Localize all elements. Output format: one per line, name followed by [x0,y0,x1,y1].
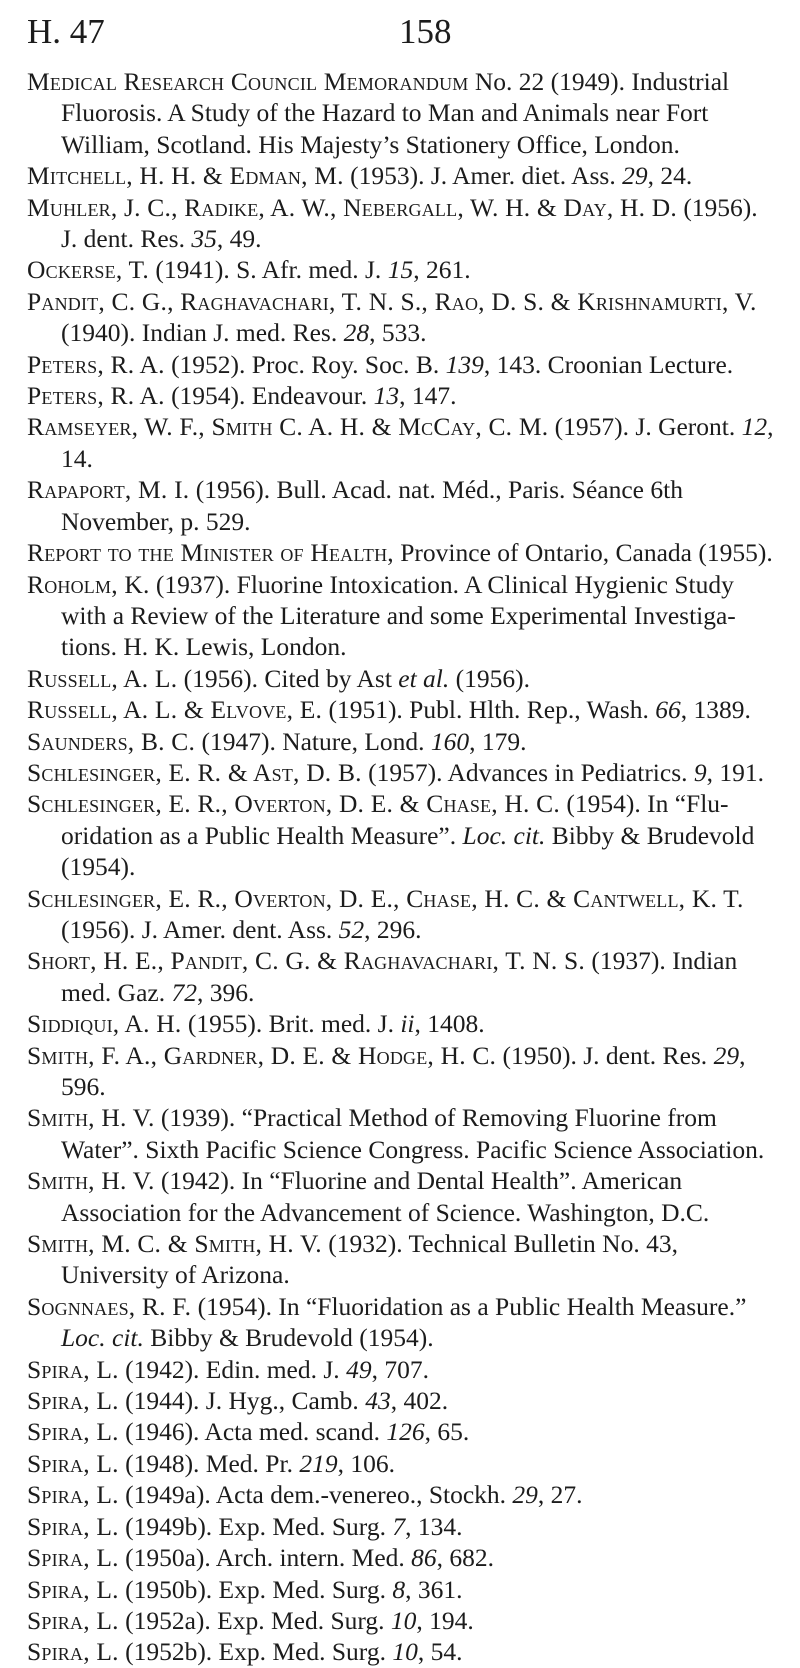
reference-pages: , 54. [417,1637,463,1667]
reference-pages: , 396. [196,977,255,1007]
reference-volume: 29 [713,1040,740,1070]
reference-citation: (1932). Technical Bulletin No. 43, University of Arizona. [61,1229,678,1290]
reference-authors: Schlesinger, E. R., Overton, D. E. & Chase, H. C. [27,789,560,819]
reference-pages: , 147. [399,381,457,411]
reference-volume: 139 [445,349,484,379]
reference-authors: Ramseyer, W. F., Smith C. A. H. & McCay, C. M. [27,412,549,442]
reference-volume: 35 [191,224,217,254]
reference-pages: , 707. [371,1354,429,1384]
reference-authors: Spira, L. [27,1637,119,1667]
reference-volume: 8 [392,1574,406,1604]
reference-citation: (1956). Bull. Acad. nat. Méd., Paris. Séance 6th November, p. 529. [61,475,683,536]
reference-citation: (1956). J. dent. Res. [61,192,758,254]
reference-volume: 13 [373,381,400,411]
reference-pages: (1956). [449,663,531,693]
reference-entry [27,1605,777,1636]
reference-pages: , 134. [405,1511,463,1541]
reference-entry [27,1165,777,1228]
reference-authors: Schlesinger, E. R., Overton, D. E., Chase, H. C. & Cantwell, K. T. [27,883,744,913]
reference-entry [27,569,777,663]
reference-citation: (1949b). Exp. Med. Surg. [118,1511,393,1541]
reference-volume: 219 [299,1448,338,1478]
reference-pages: , 65. [424,1417,470,1447]
reference-volume: 7 [392,1511,406,1541]
reference-entry [27,1636,777,1667]
reference-citation: (1947). Nature, Lond. [195,726,431,756]
reference-volume: 9 [693,757,707,787]
reference-authors: Spira, L. [27,1417,119,1447]
reference-authors: Medical Research Council Memorandum [27,67,469,96]
reference-entry [27,726,777,757]
reference-entry [27,883,777,946]
reference-citation: (1950b). Exp. Med. Surg. [118,1574,393,1604]
reference-authors: Mitchell, H. H. & Edman, M. [27,161,344,191]
reference-entry [27,66,777,160]
reference-authors: Sognnaes, R. F. [27,1291,192,1321]
reference-pages: Bibby & Brudevold (1954). [143,1323,434,1353]
reference-citation: (1942). In “Fluorine and Dental Health”. American Association for the Advancement of Science. Washington, D.C. [61,1166,710,1227]
reference-pages: , 27. [537,1480,583,1510]
reference-pages: , 191. [706,757,765,787]
reference-entry [27,1354,777,1385]
reference-volume: 86 [411,1543,437,1573]
reference-citation: (1956). Cited by Ast [177,663,399,693]
reference-authors: Spira, L. [27,1605,119,1635]
reference-entry [27,757,777,788]
reference-pages: , 402. [390,1386,449,1416]
reference-pages: , 49. [216,224,262,254]
reference-authors: Muhler, J. C., Radike, A. W., Nebergall, W. H. & Day, H. D. [27,192,677,222]
reference-volume: 12 [741,412,768,442]
reference-authors: Smith, H. V. [27,1103,155,1133]
reference-pages: , 533. [369,318,427,348]
reference-volume: 29 [622,161,648,191]
reference-citation: (1957). J. Geront. [548,412,742,442]
reference-authors: Spira, L. [27,1354,119,1384]
reference-authors: Saunders, B. C. [27,726,196,756]
reference-authors: Spira, L. [27,1511,119,1541]
reference-volume: 10 [392,1637,418,1667]
reference-citation: Province of Ontario, Canada (1955). [393,538,773,568]
reference-authors: Peters, R. A. [27,381,165,411]
reference-entry [27,286,777,349]
reference-authors: Spira, L. [27,1480,119,1510]
reference-citation: (1949a). Acta dem.-venereo., Stockh. [118,1480,513,1510]
reference-citation: (1950a). Arch. intern. Med. [118,1543,412,1573]
reference-entry [27,474,777,537]
reference-authors: Ockerse, T. [27,255,149,285]
reference-entry [27,1416,777,1447]
reference-entry [27,663,777,694]
reference-pages: , 194. [416,1605,474,1635]
reference-entry [27,1448,777,1479]
reference-list [27,66,777,1668]
reference-citation: (1952a). Exp. Med. Surg. [118,1605,391,1635]
reference-entry [27,1040,777,1103]
reference-citation: (1937). Fluorine Intoxication. A Clinical Hygienic Study with a Review of the Literature and some Experimental Investiga-tions. H. K. Lewis, London. [61,569,736,662]
reference-authors: Peters, R. A. [27,349,165,379]
page-number: 158 [399,12,452,51]
reference-authors: Spira, L. [27,1448,119,1478]
reference-entry [27,1385,777,1416]
reference-authors: Schlesinger, E. R. & Ast, D. B. [27,757,362,787]
reference-entry [27,1574,777,1605]
reference-entry [27,788,777,882]
reference-citation: (1939). “Practical Method of Removing Fluorine from Water”. Sixth Pacific Science Congress. Pacific Science Association. [61,1103,765,1164]
reference-citation: (1953). J. Amer. diet. Ass. [343,161,623,191]
reference-volume: 49 [346,1354,372,1384]
reference-pages: , 106. [337,1448,395,1478]
reference-citation: (1955). Brit. med. J. [181,1009,401,1039]
reference-pages: , 596. [61,1040,746,1101]
reference-authors: Spira, L. [27,1386,119,1416]
reference-volume: 29 [512,1480,538,1510]
reference-volume: et al. [398,663,450,693]
reference-citation: (1948). Med. Pr. [118,1448,300,1478]
reference-volume: 28 [343,318,370,348]
running-header [27,12,773,56]
reference-citation: (1944). J. Hyg., Camb. [118,1386,366,1416]
reference-entry [27,694,777,725]
reference-citation: (1954). In “Fluoridation as a Public Health Measure.” [191,1291,747,1321]
reference-entry [27,1008,777,1039]
reference-entry [27,1228,777,1291]
reference-citation: (1954). Endeavour. [164,381,374,411]
reference-authors: Russell, A. L. [27,663,178,693]
reference-entry [27,1291,777,1354]
reference-authors: Short, H. E., Pandit, C. G. & Raghavachari, T. N. S. [27,946,585,976]
reference-volume: 10 [390,1605,417,1635]
reference-citation: (1956). J. Amer. dent. Ass. [61,914,339,944]
reference-entry [27,1511,777,1542]
reference-volume: ii [400,1009,415,1039]
reference-pages: , 14. [61,412,774,473]
reference-citation: (1957). Advances in Pediatrics. [361,757,694,787]
reference-entry [27,160,777,191]
reference-entry [27,537,777,568]
reference-entry [27,945,777,1008]
reference-pages: , 296. [364,914,422,944]
reference-entry [27,192,777,255]
reference-pages: , 143. Croonian Lecture. [483,349,734,379]
reference-authors: Spira, L. [27,1574,119,1604]
reference-entry [27,1102,777,1165]
reference-volume: 66 [655,695,681,725]
reference-entry [27,411,777,474]
reference-citation: (1950). J. dent. Res. [496,1040,714,1070]
reference-citation: (1946). Acta med. scand. [118,1417,387,1447]
reference-authors: Smith, M. C. & Smith, H. V. [27,1229,322,1259]
reference-authors: Rapaport, M. I. [27,475,190,505]
reference-volume: Loc. cit. [61,1323,144,1353]
reference-pages: Bibby & Brudevold (1954). [61,820,755,882]
reference-pages: , 24. [647,161,693,191]
reference-authors: Report to the Minister of Health, [27,538,394,568]
reference-citation: No. 22 (1949). Industrial Fluorosis. A Study of the Hazard to Man and Animals near Fort William, Scotland. His Majesty’s Stationery Office, London. [61,67,730,159]
reference-citation: (1954). In “Flu-oridation as a Public Health Measure”. [61,789,729,850]
reference-pages: , 1408. [414,1009,485,1039]
reference-volume: 72 [171,977,197,1007]
reference-volume: Loc. cit. [462,820,546,850]
reference-pages: , 682. [436,1543,495,1573]
reference-citation: (1942). Edin. med. J. [118,1354,347,1384]
reference-citation: (1937). Indian med. Gaz. [61,946,738,1007]
reference-entry [27,254,777,285]
reference-entry [27,1479,777,1510]
reference-citation: (1951). Publ. Hlth. Rep., Wash. [322,695,656,725]
reference-authors: Roholm, K. [27,569,150,599]
reference-volume: 126 [386,1417,425,1447]
reference-authors: Russell, A. L. & Elvove, E. [27,695,323,725]
reference-citation: (1952b). Exp. Med. Surg. [118,1637,393,1667]
reference-authors: Smith, H. V. [27,1166,155,1196]
reference-pages: , 1389. [680,695,751,725]
reference-pages: , 179. [469,726,527,756]
reference-pages: , 261. [413,255,471,285]
reference-volume: 52 [338,914,365,944]
reference-authors: Spira, L. [27,1543,119,1573]
reference-entry [27,349,777,380]
reference-entry [27,380,777,411]
reference-volume: 160 [430,726,470,756]
reference-citation: (1952). Proc. Roy. Soc. B. [164,349,446,379]
section-code: H. 47 [27,12,105,51]
reference-authors: Pandit, C. G., Raghavachari, T. N. S., Rao, D. S. & Krishnamurti, V. [27,286,757,316]
reference-volume: 43 [365,1386,391,1416]
reference-pages: , 361. [405,1574,463,1604]
reference-citation: (1941). S. Afr. med. J. [148,255,388,285]
reference-citation: (1940). Indian J. med. Res. [61,318,344,348]
reference-authors: Smith, F. A., Gardner, D. E. & Hodge, H. C. [27,1040,497,1070]
reference-entry [27,1542,777,1573]
reference-authors: Siddiqui, A. H. [27,1009,182,1039]
reference-volume: 15 [387,255,414,285]
